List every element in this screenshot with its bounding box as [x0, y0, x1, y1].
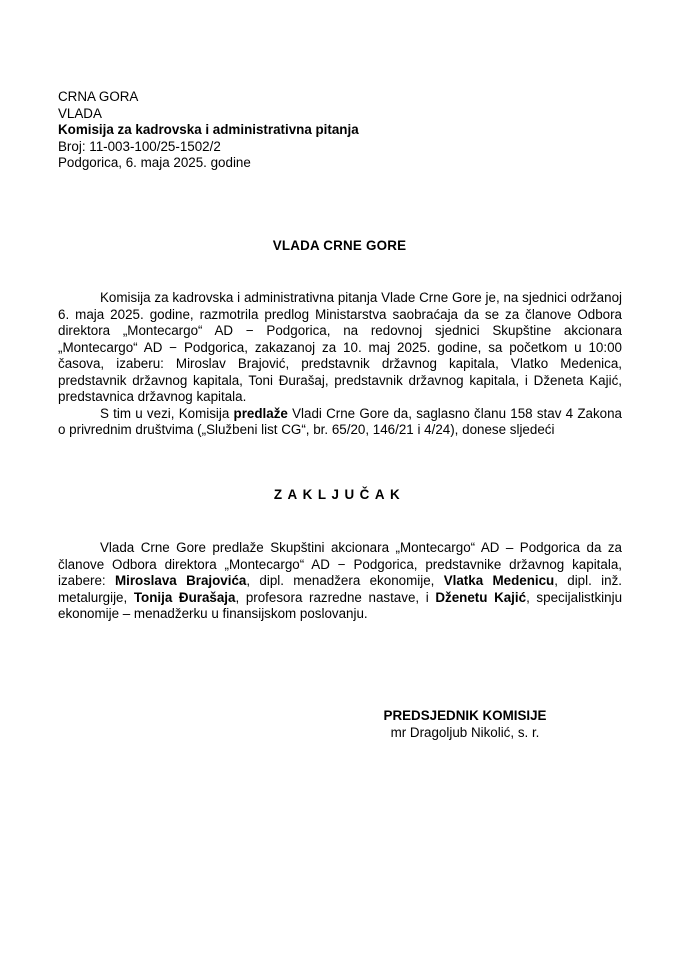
- conclusion-name-1: Miroslava Brajovića: [114, 573, 247, 588]
- signature-name: mr Dragoljub Nikolić, s. r.: [390, 724, 540, 740]
- conclusion-part-2: , dipl. menadžera ekonomije,: [246, 573, 444, 588]
- paragraph-1: Komisija za kadrovska i administrativna pitanja Vlade Crne Gore je, na sjednici održanoj 6. maja 2025. godine, razmotrila predlog Ministarstva saobraćaja da se za članove Odbora direktora „Montecargo“ AD − Podgorica, na redovnoj sjednici Skupštine akcionara „Montecargo“ AD − Podgorica, zakazanoj za 10. maj 2025. godine, sa početkom u 10:00 časova, izaberu: Miroslav Brajović, predstavnik državnog kapitala, Vlatko Medenica, predstavnik državnog kapitala, Toni Đurašaj, predstavnik državnog kapitala, i Dženeta Kajić, predstavnica državnog kapitala.: [58, 290, 622, 404]
- conclusion-name-3: Tonija Đurašaja: [133, 589, 236, 605]
- signature-role: PREDSJEDNIK KOMISIJE: [383, 708, 547, 723]
- conclusion-title: ZAKLJUČAK: [273, 487, 406, 502]
- conclusion-paragraph: [58, 540, 622, 623]
- conclusion-name-2: Vlatka Medenicu: [443, 573, 555, 588]
- signature-block: [340, 708, 590, 741]
- body-text: [58, 290, 622, 439]
- conclusion-part-1: Vlada Crne Gore predlaže Skupštini akcionara „Montecargo“ AD – Podgorica da za članove Odbora direktora „Montecargo“ AD − Podgorica, predstavnike državnog kapitala, izabere:: [58, 540, 622, 588]
- conclusion-name-4: Dženetu Kajić: [435, 589, 527, 605]
- paragraph-2-after: Vladi Crne Gore da, saglasno članu 158 stav 4 Zakona o privrednim društvima („Službeni list CG“, br. 65/20, 146/21 i 4/24), donese sljedeći: [58, 405, 622, 437]
- paragraph-2-before: S tim u vezi, Komisija: [100, 405, 234, 421]
- conclusion-text: [58, 540, 622, 623]
- conclusion-part-5: , specijalistkinju ekonomije – menadžerku u finansijskom poslovanju.: [58, 589, 623, 621]
- header-commission: Komisija za kadrovska i administrativna pitanja: [58, 122, 359, 137]
- paragraph-2: [58, 406, 622, 439]
- paragraph-2-bold: predlaže: [233, 405, 288, 421]
- header-number: Broj: 11-003-100/25-1502/2: [58, 138, 221, 154]
- header-body: VLADA: [58, 105, 102, 121]
- header-country: CRNA GORA: [58, 89, 139, 104]
- conclusion-part-3: , dipl. inž. metalurgije,: [58, 573, 622, 605]
- document-title: VLADA CRNE GORE: [272, 238, 407, 253]
- conclusion-part-4: , profesora razredne nastave, i: [235, 589, 436, 605]
- document-header: [58, 89, 618, 172]
- header-place-date: Podgorica, 6. maja 2025. godine: [58, 155, 251, 170]
